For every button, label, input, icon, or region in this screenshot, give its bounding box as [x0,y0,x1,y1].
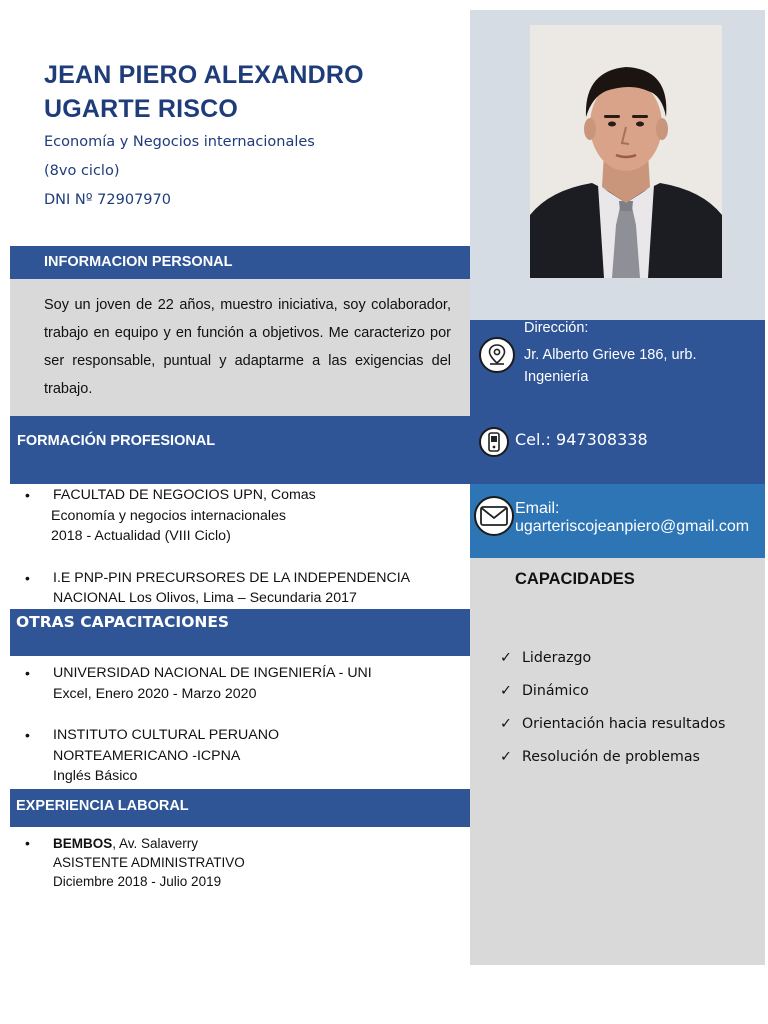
email-address[interactable]: ugarteriscojeanpiero@gmail.com [515,518,750,535]
section-header-formacion: FORMACIÓN PROFESIONAL [10,416,470,484]
bullet-icon: • [25,727,30,743]
section-header-experiencia: EXPERIENCIA LABORAL [10,789,470,827]
page-title: JEAN PIERO ALEXANDRO UGARTE RISCO [44,61,364,123]
personal-description: Soy un joven de 22 años, muestro iniciativa, soy colaborador, trabajo en equipo y en función a objetivos. Me caracterizo por ser responsable, puntual y adaptarme a las exigencias del trabajo. [44,297,451,397]
email-label: Email: [515,500,560,517]
career: Economía y Negocios internacionales [44,134,315,150]
bullet-icon: • [25,665,30,681]
check-icon: ✓ [500,650,512,666]
capacitaciones-list [25,663,453,787]
profile-photo [530,25,722,278]
email-panel [470,484,765,558]
check-icon: ✓ [500,749,512,765]
formacion-list [25,485,453,609]
list-item: ✓ Dinámico [500,675,725,708]
capacidades-list [500,642,725,774]
list-item: • BEMBOS, Av. Salaverry ASISTENTE ADMINISTRATIVO Diciembre 2018 - Julio 2019 [25,835,245,889]
portrait-illustration [530,25,722,278]
phone-number[interactable]: Cel.: 947308338 [515,430,648,449]
bullet-icon: • [25,487,30,503]
location-pin-icon [479,337,515,373]
list-item: ✓ Resolución de problemas [500,741,725,774]
list-item: • INSTITUTO CULTURAL PERUANO NORTEAMERICANO -ICPNA Inglés Básico [25,727,279,784]
contact-panel [470,320,765,484]
list-item: • UNIVERSIDAD NACIONAL DE INGENIERÍA - UNI Excel, Enero 2020 - Marzo 2020 [25,665,372,702]
section-header-personal: INFORMACION PERSONAL [10,246,470,279]
list-item: • FACULTAD DE NEGOCIOS UPN, Comas Economía y negocios internacionales 2018 - Actualidad (VIII Ciclo) [25,487,316,544]
check-icon: ✓ [500,683,512,699]
bullet-icon: • [25,569,30,586]
envelope-icon [474,496,514,536]
address-line-2: Ingeniería [524,369,589,385]
list-item: • I.E PNP-PIN PRECURSORES DE LA INDEPENDENCIA NACIONAL Los Olivos, Lima – Secundaria 2017 [25,569,411,606]
capacidades-title: CAPACIDADES [515,570,635,588]
address-line-1: Jr. Alberto Grieve 186, urb. [524,347,697,363]
bullet-icon: • [25,835,30,851]
dni: DNI Nº 72907970 [44,192,171,208]
check-icon: ✓ [500,716,512,732]
address-label: Dirección: [524,320,589,336]
list-item: ✓ Liderazgo [500,642,725,675]
phone-icon [479,427,509,457]
cycle: (8vo ciclo) [44,163,120,179]
section-header-capacitaciones: OTRAS CAPACITACIONES [10,609,470,656]
company-name: BEMBOS [53,836,113,851]
experiencia-list [25,834,453,891]
personal-info-box [10,279,470,416]
list-item: ✓ Orientación hacia resultados [500,708,725,741]
